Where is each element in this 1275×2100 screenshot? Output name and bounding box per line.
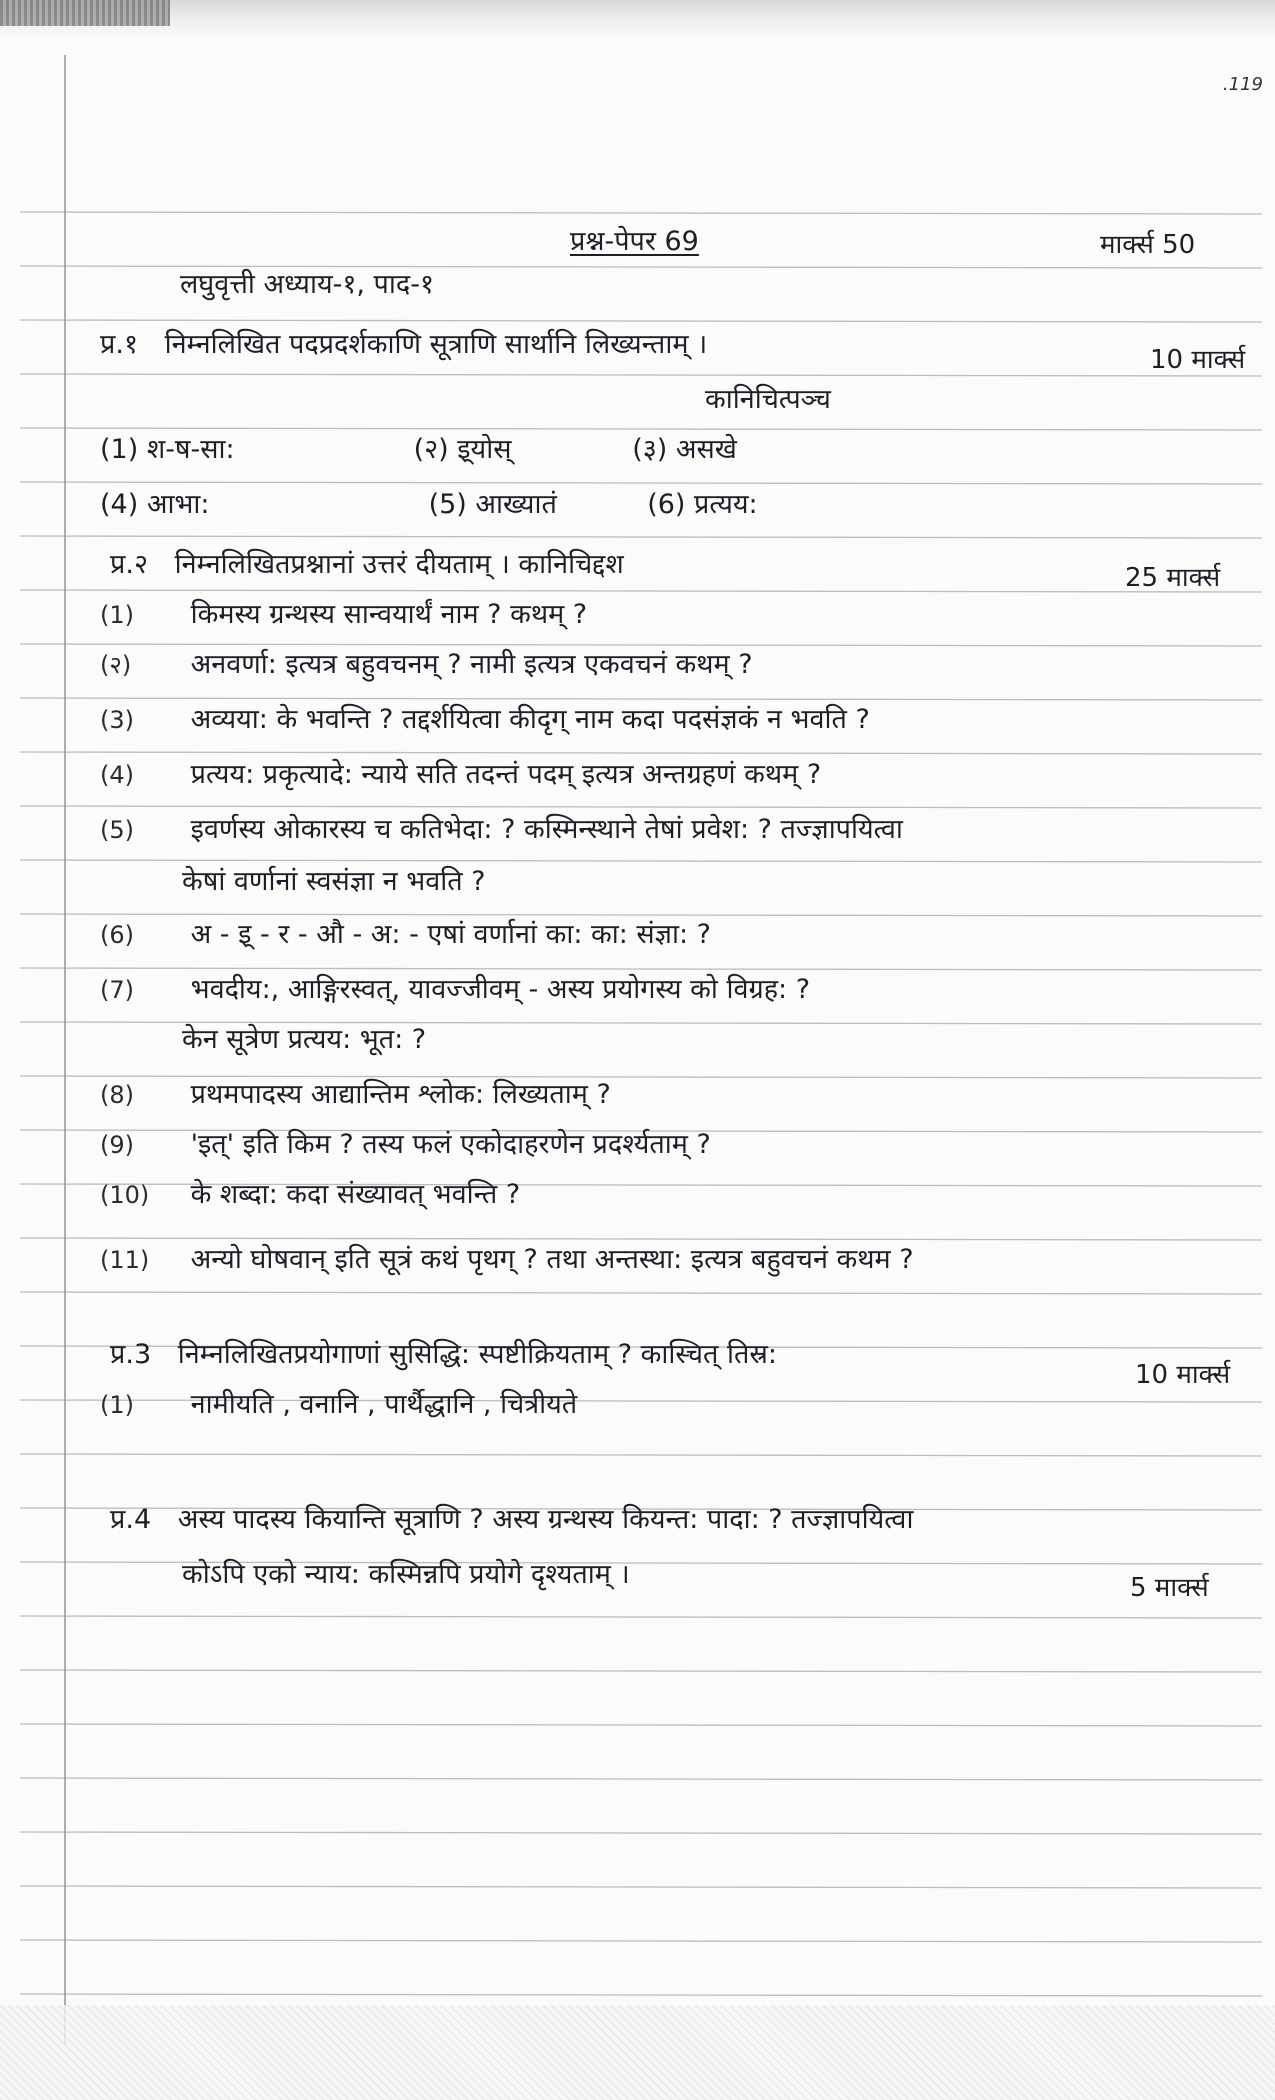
question-4 <box>110 1500 913 1540</box>
q2-item-4-text: प्रत्यय: प्रकृत्यादे: न्याये सति तदन्तं पदम् इत्यत्र अन्तग्रहणं कथम् ? <box>190 759 822 790</box>
q2-item-1-num: (1) <box>100 601 134 629</box>
q1-option-6: (6) प्रत्यय: <box>647 489 758 520</box>
q2-item-5-num: (5) <box>100 816 134 844</box>
question-2-label: प्र.२ <box>110 549 148 580</box>
question-2 <box>110 545 624 585</box>
q2-item-8 <box>100 1075 611 1115</box>
q1-option-1: (1) श-ष-सा: <box>100 434 235 465</box>
scan-bottom-edge <box>0 2005 1275 2100</box>
q2-item-6-num: (6) <box>100 921 134 949</box>
q2-item-5 <box>100 810 903 850</box>
question-4-label: प्र.4 <box>110 1504 152 1535</box>
q3-item-1-text: नामीयति , वनानि , पार्थैद्धानि , चित्रीयते <box>190 1389 578 1420</box>
question-2-marks: 25 मार्क्स <box>1125 563 1221 593</box>
q3-item-1 <box>100 1385 577 1425</box>
question-1-row-2 <box>100 485 758 525</box>
q2-item-5-continuation: केषां वर्णानां स्वसंज्ञा न भवति ? <box>182 866 486 897</box>
q2-item-6 <box>100 915 711 955</box>
q2-item-7-num: (7) <box>100 976 134 1004</box>
q2-item-4-num: (4) <box>100 761 134 789</box>
question-3-text: निम्नलिखितप्रयोगाणां सुसिद्धि: स्पष्टीक्रियताम् ? कास्चित् तिस्र: <box>177 1339 777 1370</box>
total-marks: मार्क्स 50 <box>1100 230 1196 260</box>
q2-item-11 <box>100 1240 914 1280</box>
question-1 <box>100 325 707 365</box>
q2-item-7-text: भवदीय:, आङ्गिरस्वत्, यावज्जीवम् - अस्य प्रयोगस्य को विग्रह: ? <box>190 974 811 1005</box>
q2-item-2 <box>100 645 753 685</box>
q2-item-10-text: के शब्दा: कदा संख्यावत् भवन्ति ? <box>190 1179 521 1210</box>
q2-item-6-text: अ - इ् - र - औ - अ: - एषां वर्णानां का: का: संज्ञा: ? <box>190 919 711 950</box>
question-1-text: निम्नलिखित पदप्रदर्शकाणि सूत्राणि सार्थानि लिख्यन्ताम् । <box>164 329 708 360</box>
q2-item-7-continuation: केन सूत्रेण प्रत्यय: भूत: ? <box>182 1024 427 1055</box>
q3-item-1-num: (1) <box>100 1391 134 1419</box>
question-1-instruction: कानिचित्पञ्च <box>705 384 831 415</box>
page-number: .119 <box>1222 74 1263 95</box>
q2-item-4 <box>100 755 821 795</box>
q2-item-3 <box>100 700 870 740</box>
question-1-row-1 <box>100 430 737 470</box>
q2-item-11-num: (11) <box>100 1246 150 1274</box>
paper-subtitle: लघुवृत्ती अध्याय-१, पाद-१ <box>180 269 434 300</box>
q2-item-1-text: किमस्य ग्रन्थस्य सान्वयार्थं नाम ? कथम् ? <box>190 599 588 630</box>
q2-item-1 <box>100 595 587 635</box>
q1-option-3: (३) असखे <box>632 434 737 465</box>
question-3-label: प्र.3 <box>110 1339 152 1370</box>
question-3 <box>110 1335 777 1375</box>
question-2-text: निम्नलिखितप्रश्नानां उत्तरं दीयताम् । कानिचिद्दश <box>174 549 624 580</box>
q1-option-2: (२) इ्योस् <box>413 434 512 465</box>
q2-item-9-text: 'इत्' इति किम ? तस्य फलं एकोदाहरणेन प्रदर्श्यताम् ? <box>190 1129 711 1160</box>
q2-item-2-text: अनवर्णा: इत्यत्र बहुवचनम् ? नामी इत्यत्र एकवचनं कथम् ? <box>190 649 753 680</box>
q2-item-9-num: (9) <box>100 1131 134 1159</box>
q2-item-9 <box>100 1125 711 1165</box>
question-4-marks: 5 मार्क्स <box>1130 1573 1209 1603</box>
q1-option-4: (4) आभा: <box>100 489 210 520</box>
q2-item-3-text: अव्यया: के भवन्ति ? तद्दर्शयित्वा कीदृग् नाम कदा पदसंज्ञकं न भवति ? <box>190 704 870 735</box>
question-1-label: प्र.१ <box>100 329 138 360</box>
q1-option-5: (5) आख्यातं <box>428 489 557 520</box>
question-4-continuation: कोऽपि एको न्याय: कस्मिन्नपि प्रयोगे दृश्यताम् । <box>182 1559 630 1590</box>
q2-item-10-num: (10) <box>100 1181 150 1209</box>
question-1-marks: 10 मार्क्स <box>1150 345 1246 375</box>
q2-item-8-text: प्रथमपादस्य आद्यान्तिम श्लोक: लिख्यताम् ? <box>190 1079 611 1110</box>
q2-item-8-num: (8) <box>100 1081 134 1109</box>
q2-item-2-num: (२) <box>100 651 132 679</box>
q2-item-5-text: इवर्णस्य ओकारस्य च कतिभेदा: ? कस्मिन्स्थाने तेषां प्रवेश: ? तज्ज्ञापयित्वा <box>190 814 903 845</box>
q2-item-11-text: अन्यो घोषवान् इति सूत्रं कथं पृथग् ? तथा अन्तस्था: इत्यत्र बहुवचनं कथम ? <box>190 1244 914 1275</box>
question-4-text: अस्य पादस्य कियान्ति सूत्राणि ? अस्य ग्रन्थस्य कियन्त: पादा: ? तज्ज्ञापयित्वा <box>177 1504 914 1535</box>
q2-item-10 <box>100 1175 520 1215</box>
q2-item-3-num: (3) <box>100 706 134 734</box>
q2-item-7 <box>100 970 810 1010</box>
question-3-marks: 10 मार्क्स <box>1135 1360 1231 1390</box>
paper-title: प्रश्न-पेपर 69 <box>570 226 699 257</box>
